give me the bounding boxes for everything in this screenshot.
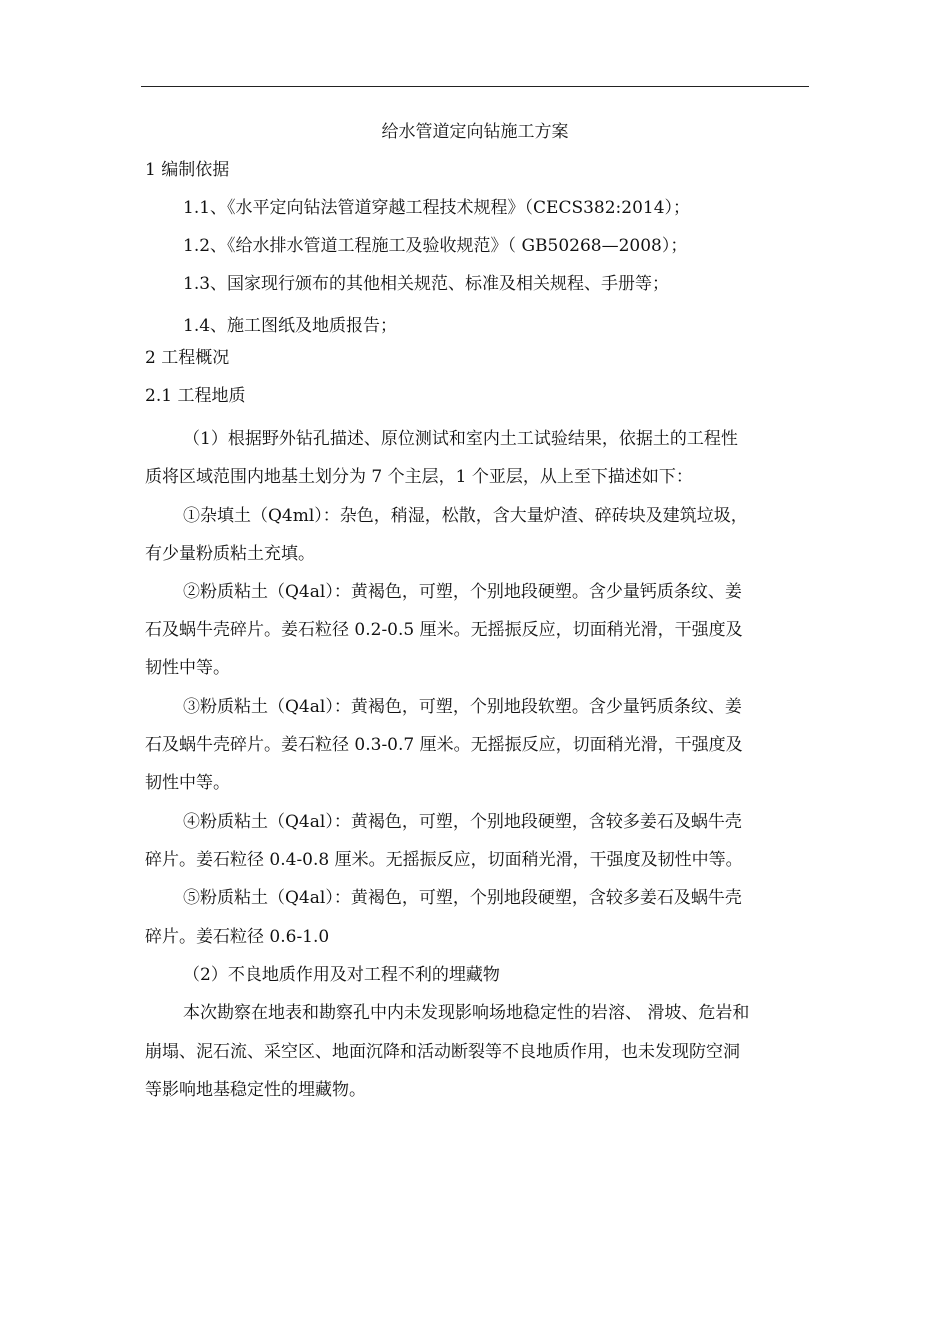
paragraph-line: （2）不良地质作用及对工程不利的埋藏物: [183, 965, 500, 985]
reference-item: 1.1、《水平定向钻法管道穿越工程技术规程》（CECS382:2014）；: [183, 198, 691, 218]
paragraph-line: ④粉质粘土（Q4al）：黄褐色，可塑，个别地段硬塑，含较多姜石及蜗牛壳: [183, 812, 742, 832]
subsection-heading: 2.1 工程地质: [145, 386, 246, 406]
document-title: 给水管道定向钻施工方案: [381, 122, 569, 142]
paragraph-line: 石及蜗牛壳碎片。姜石粒径 0.3-0.7 厘米。无摇振反应，切面稍光滑，干强度及: [145, 735, 743, 755]
paragraph-line: ⑤粉质粘土（Q4al）：黄褐色，可塑，个别地段硬塑，含较多姜石及蜗牛壳: [183, 888, 742, 908]
paragraph-line: 碎片。姜石粒径 0.4-0.8 厘米。无摇振反应，切面稍光滑，干强度及韧性中等。: [145, 850, 743, 870]
paragraph-line: 石及蜗牛壳碎片。姜石粒径 0.2-0.5 厘米。无摇振反应，切面稍光滑，干强度及: [145, 620, 743, 640]
section-heading: 2 工程概况: [145, 348, 230, 368]
paragraph-line: 等影响地基稳定性的埋藏物。: [145, 1080, 366, 1100]
paragraph-line: 崩塌、泥石流、采空区、地面沉降和活动断裂等不良地质作用，也未发现防空洞: [145, 1042, 740, 1062]
paragraph-line: （1）根据野外钻孔描述、原位测试和室内土工试验结果，依据土的工程性: [183, 429, 738, 449]
paragraph-line: 质将区域范围内地基土划分为 7 个主层，1 个亚层，从上至下描述如下：: [145, 467, 693, 487]
header-rule: [141, 86, 809, 87]
paragraph-line: 本次勘察在地表和勘察孔中内未发现影响场地稳定性的岩溶、 滑坡、危岩和: [183, 1003, 750, 1023]
paragraph-line: 韧性中等。: [145, 773, 230, 793]
paragraph-line: 韧性中等。: [145, 658, 230, 678]
section-heading: 1 编制依据: [145, 160, 230, 180]
reference-item: 1.3、国家现行颁布的其他相关规范、标准及相关规程、手册等；: [183, 274, 670, 294]
reference-item: 1.4、施工图纸及地质报告；: [183, 316, 398, 336]
paragraph-line: 碎片。姜石粒径 0.6-1.0: [145, 927, 330, 947]
paragraph-line: ②粉质粘土（Q4al）：黄褐色，可塑，个别地段硬塑。含少量钙质条纹、姜: [183, 582, 742, 602]
paragraph-line: 有少量粉质粘土充填。: [145, 544, 315, 564]
paragraph-line: ①杂填土（Q4ml）：杂色，稍湿，松散，含大量炉渣、碎砖块及建筑垃圾，: [183, 506, 748, 526]
reference-item: 1.2、《给水排水管道工程施工及验收规范》（ GB50268—2008）；: [183, 236, 688, 256]
paragraph-line: ③粉质粘土（Q4al）：黄褐色，可塑，个别地段软塑。含少量钙质条纹、姜: [183, 697, 742, 717]
